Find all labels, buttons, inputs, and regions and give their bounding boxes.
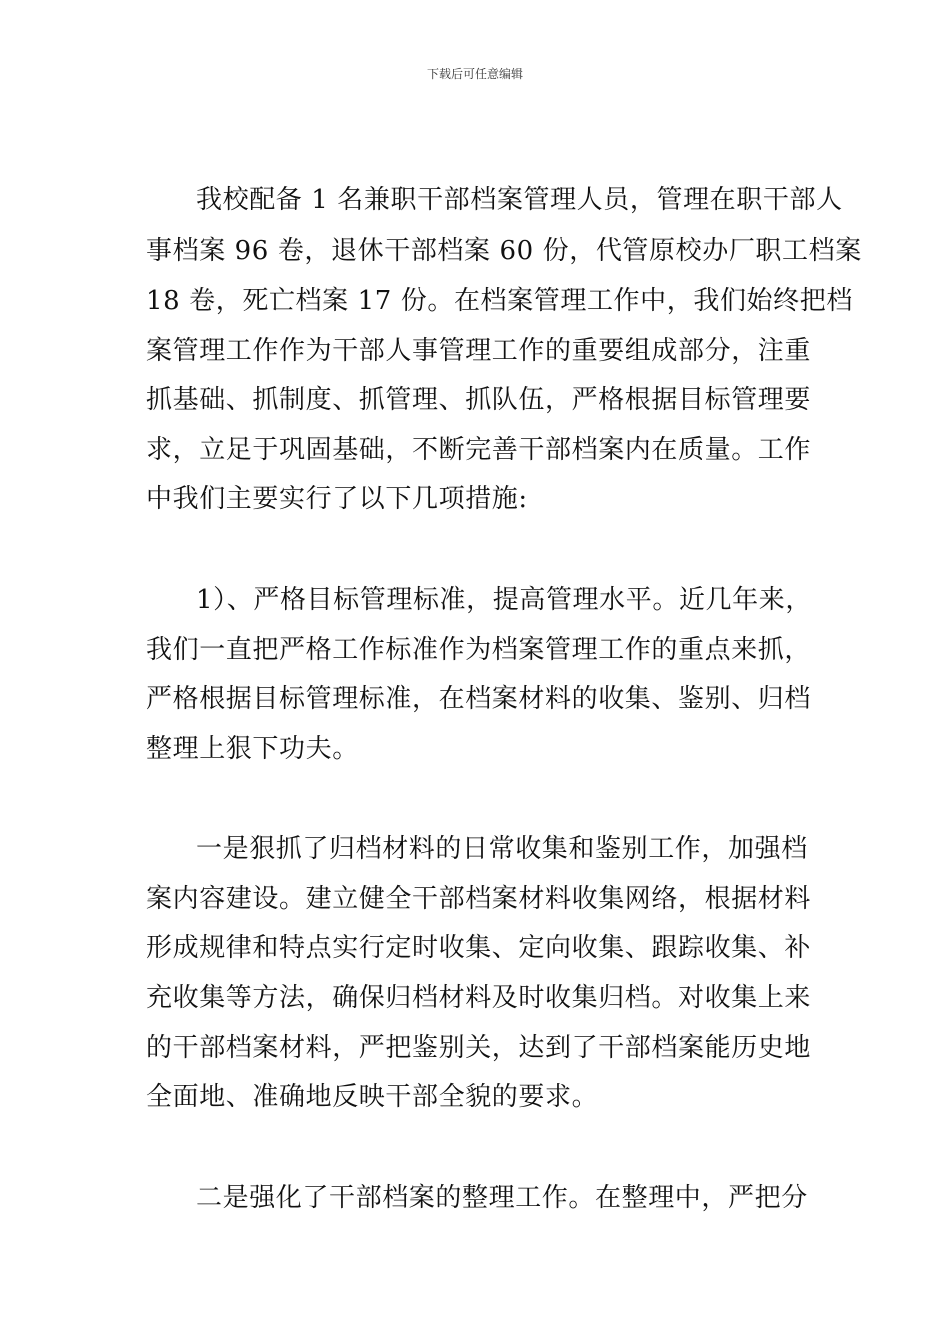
paragraph-4-line-1: 二是强化了干部档案的整理工作。在整理中，严把分	[196, 1183, 808, 1213]
paragraph-1-line-3: 18 卷，死亡档案 17 份。在档案管理工作中，我们始终把档	[146, 286, 853, 316]
paragraph-1-line-2: 事档案 96 卷，退休干部档案 60 份，代管原校办厂职工档案	[146, 236, 862, 266]
paragraph-1-line-6: 求，立足于巩固基础，不断完善干部档案内在质量。工作	[146, 435, 812, 465]
paragraph-1-line-4: 案管理工作作为干部人事管理工作的重要组成部分，注重	[146, 336, 812, 366]
paragraph-3-line-2: 案内容建设。建立健全干部档案材料收集网络，根据材料	[146, 884, 812, 914]
paragraph-2-line-2: 我们一直把严格工作标准作为档案管理工作的重点来抓，	[146, 635, 812, 665]
paragraph-2-line-3: 严格根据目标管理标准，在档案材料的收集、鉴别、归档	[146, 684, 812, 714]
paragraph-2-line-1: 1）、严格目标管理标准，提高管理水平。近几年来，	[196, 585, 812, 615]
paragraph-1-line-1: 我校配备 1 名兼职干部档案管理人员，管理在职干部人	[196, 185, 843, 215]
paragraph-1-line-7: 中我们主要实行了以下几项措施:	[146, 484, 528, 514]
paragraph-3-line-4: 充收集等方法，确保归档材料及时收集归档。对收集上来	[146, 983, 812, 1013]
paragraph-3-line-6: 全面地、准确地反映干部全貌的要求。	[146, 1082, 599, 1112]
paragraph-3-line-5: 的干部档案材料，严把鉴别关，达到了干部档案能历史地	[146, 1033, 812, 1063]
paragraph-3-line-1: 一是狠抓了归档材料的日常收集和鉴别工作，加强档	[196, 834, 808, 864]
page-header: 下载后可任意编辑	[426, 67, 523, 81]
paragraph-2-line-4: 整理上狠下功夫。	[146, 734, 359, 764]
paragraph-1-line-5: 抓基础、抓制度、抓管理、抓队伍，严格根据目标管理要	[146, 385, 812, 415]
paragraph-3-line-3: 形成规律和特点实行定时收集、定向收集、跟踪收集、补	[146, 933, 812, 963]
